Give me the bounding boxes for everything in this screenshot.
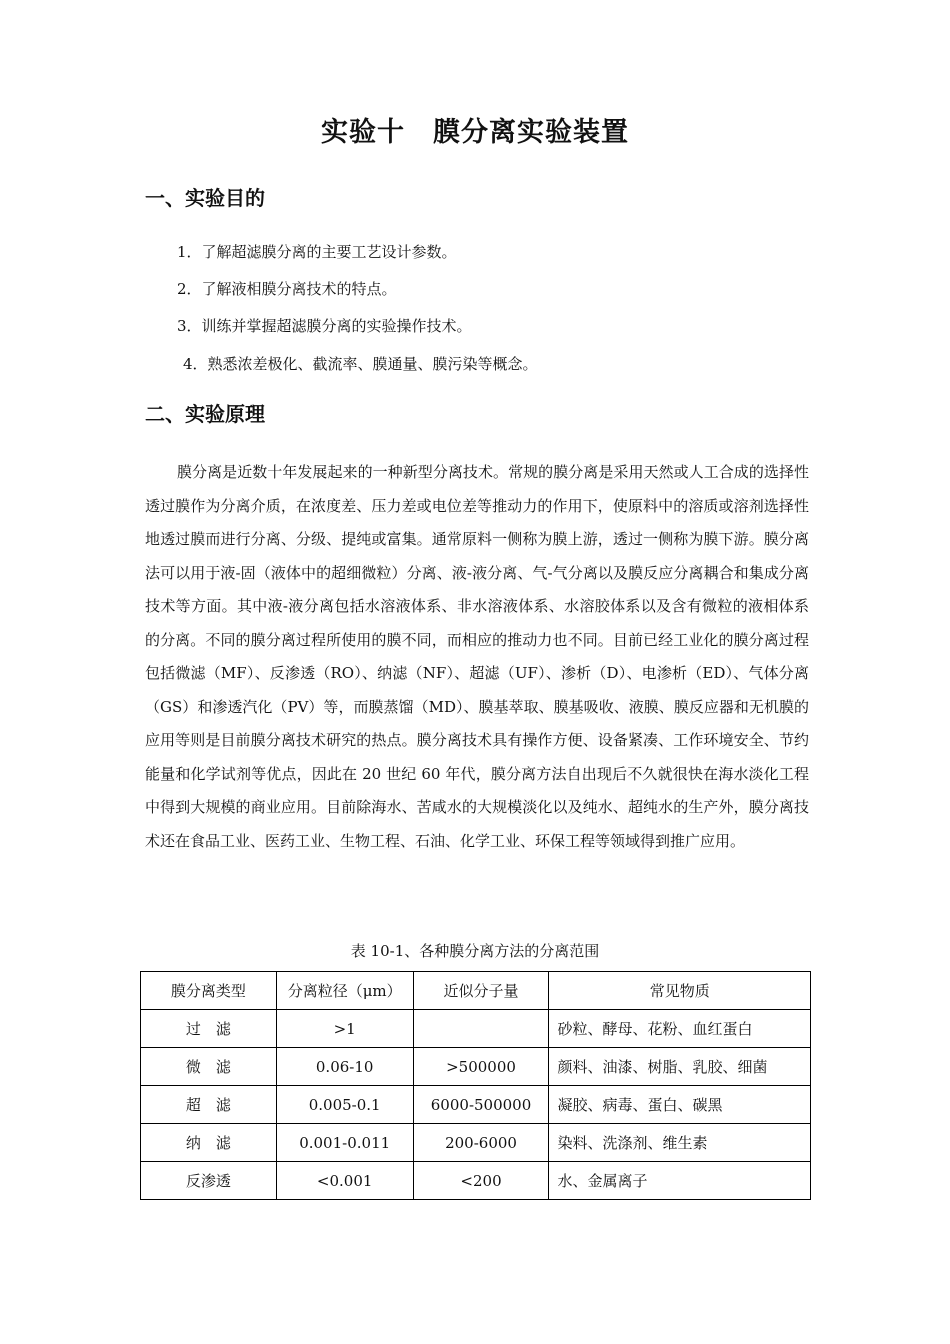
- cell-substances: 凝胶、病毒、蛋白、碳黑: [549, 1086, 811, 1124]
- cell-mw: <200: [413, 1162, 549, 1200]
- cell-size: 0.005-0.1: [276, 1086, 413, 1124]
- principle-paragraph: 膜分离是近数十年发展起来的一种新型分离技术。常规的膜分离是采用天然或人工合成的选择性透过膜作为分离介质，在浓度差、压力差或电位差等推动力的作用下，使原料中的溶质或溶剂选择性地透过膜而进行分离、分级、提纯或富集。通常原料一侧称为膜上游，透过一侧称为膜下游。膜分离法可以用于液-固（液体中的超细微粒）分离、液-液分离、气-气分离以及膜反应分离耦合和集成分离技术等方面。其中液-液分离包括水溶液体系、非水溶液体系、水溶胶体系以及含有微粒的液相体系的分离。不同的膜分离过程所使用的膜不同，而相应的推动力也不同。目前已经工业化的膜分离过程包括微滤（MF）、反渗透（RO）、纳滤（NF）、超滤（UF）、渗析（D）、电渗析（ED）、气体分离（GS）和渗透汽化（PV）等，而膜蒸馏（MD）、膜基萃取、膜基吸收、液膜、膜反应器和无机膜的应用等则是目前膜分离技术研究的热点。膜分离技术具有操作方便、设备紧凑、工作环境安全、节约能量和化学试剂等优点，因此在 20 世纪 60 年代，膜分离方法自出现后不久就很快在海水淡化工程中得到大规模的商业应用。目前除海水、苦咸水的大规模淡化以及纯水、超纯水的生产外，膜分离技术还在食品工业、医药工业、生物工程、石油、化学工业、环保工程等领域得到推广应用。: [145, 463, 809, 850]
- cell-mw: >500000: [413, 1048, 549, 1086]
- cell-substances: 砂粒、酵母、花粉、血红蛋白: [549, 1010, 811, 1048]
- table-row: [141, 1010, 811, 1048]
- cell-substances: 染料、洗涤剂、维生素: [549, 1124, 811, 1162]
- objectives-list: [177, 241, 538, 390]
- cell-size: <0.001: [276, 1162, 413, 1200]
- objective-item: 3．训练并掌握超滤膜分离的实验操作技术。: [177, 317, 472, 335]
- cell-type: 反渗透: [141, 1162, 277, 1200]
- cell-size: 0.001-0.011: [276, 1124, 413, 1162]
- table-header-row: [141, 972, 811, 1010]
- cell-mw: [413, 1010, 549, 1048]
- column-header: 近似分子量: [413, 972, 549, 1010]
- column-header: 常见物质: [549, 972, 811, 1010]
- table-caption: 表 10-1、各种膜分离方法的分离范围: [350, 942, 600, 960]
- column-header: 膜分离类型: [141, 972, 277, 1010]
- separation-range-table: [140, 971, 811, 1200]
- cell-mw: 6000-500000: [413, 1086, 549, 1124]
- cell-type: 超 滤: [141, 1086, 277, 1124]
- cell-type: 微 滤: [141, 1048, 277, 1086]
- objective-item: 2．了解液相膜分离技术的特点。: [177, 280, 397, 298]
- column-header: 分离粒径（μm）: [276, 972, 413, 1010]
- cell-size: 0.06-10: [276, 1048, 413, 1086]
- table-row: [141, 1124, 811, 1162]
- cell-type: 纳 滤: [141, 1124, 277, 1162]
- cell-substances: 颜料、油漆、树脂、乳胶、细菌: [549, 1048, 811, 1086]
- table-row: [141, 1086, 811, 1124]
- cell-mw: 200-6000: [413, 1124, 549, 1162]
- cell-type: 过 滤: [141, 1010, 277, 1048]
- section-heading-objectives: 一、实验目的: [145, 186, 265, 210]
- section-heading-principle: 二、实验原理: [145, 402, 265, 426]
- table-row: [141, 1048, 811, 1086]
- cell-size: >1: [276, 1010, 413, 1048]
- objective-item: 4．熟悉浓差极化、截流率、膜通量、膜污染等概念。: [183, 355, 538, 373]
- table-row: [141, 1162, 811, 1200]
- cell-substances: 水、金属离子: [549, 1162, 811, 1200]
- objective-item: 1．了解超滤膜分离的主要工艺设计参数。: [177, 243, 457, 261]
- page-title: 实验十 膜分离实验装置: [321, 117, 629, 148]
